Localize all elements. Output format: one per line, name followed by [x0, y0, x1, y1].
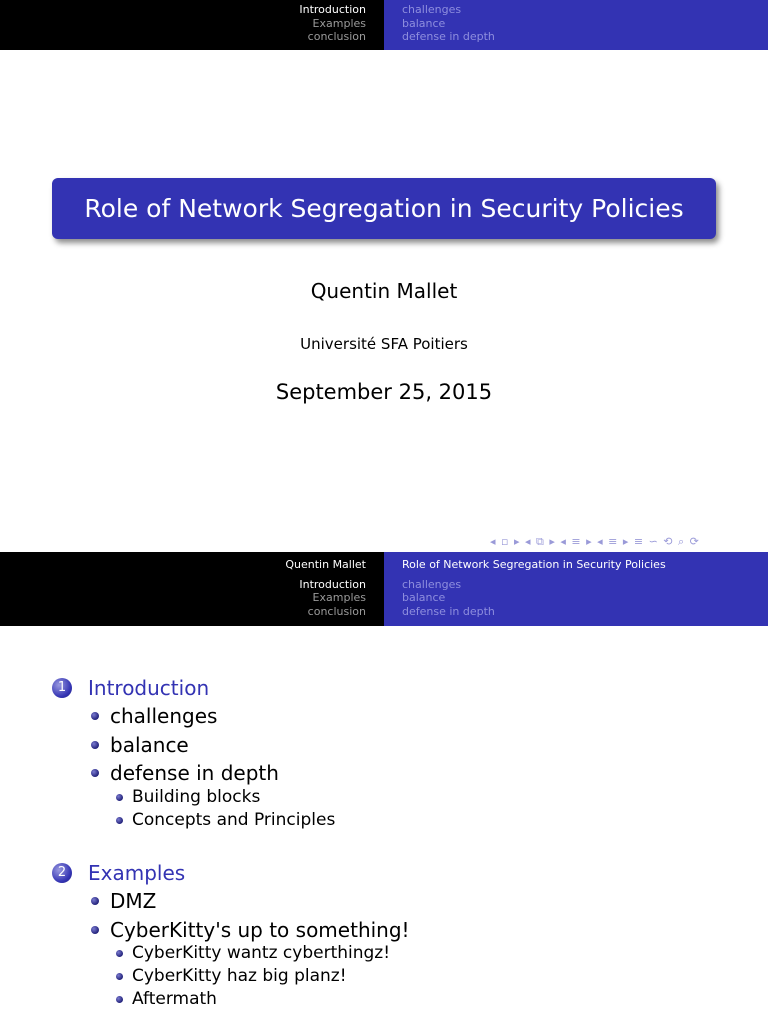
- presentation-title: Role of Network Segregation in Security Policies: [52, 178, 716, 239]
- bullet-icon: [91, 897, 99, 905]
- toc-subitem-planz[interactable]: [116, 966, 347, 986]
- bullet-icon: [116, 794, 123, 801]
- slide-header: [0, 0, 768, 50]
- nav-section-examples[interactable]: Examples: [312, 16, 366, 30]
- toc-subitem-concepts[interactable]: [116, 810, 335, 830]
- toc-item-defense-in-depth[interactable]: [91, 761, 279, 785]
- toc-item-label: challenges: [110, 704, 218, 728]
- toc-subitem-building-blocks[interactable]: [116, 787, 260, 807]
- institution: Université SFA Poitiers: [300, 335, 468, 353]
- toc-item-balance[interactable]: [91, 733, 189, 757]
- toc-subitem-aftermath[interactable]: [116, 989, 217, 1009]
- nav-subsection-balance[interactable]: balance: [402, 591, 446, 604]
- beamer-navigation-symbols[interactable]: ◂ ▫ ▸ ◂ ⧉ ▸ ◂ ≡ ▸ ◂ ≡ ▸ ≡ ∽ ⟲ ⌕ ⟳: [490, 535, 700, 548]
- toc-subitem-label: CyberKitty haz big planz!: [132, 966, 347, 986]
- toc-section-label: Examples: [88, 861, 186, 885]
- bullet-icon: [116, 950, 123, 957]
- nav-section-conclusion[interactable]: conclusion: [307, 604, 366, 618]
- author-name: Quentin Mallet: [310, 279, 458, 303]
- section-nav: [0, 552, 384, 626]
- outline-slide: [0, 552, 768, 1024]
- nav-section-introduction[interactable]: Introduction: [299, 577, 366, 591]
- toc-item-label: DMZ: [110, 889, 157, 913]
- bullet-icon: [91, 712, 99, 720]
- bullet-icon: [116, 996, 123, 1003]
- toc-item-cyberkitty[interactable]: [91, 918, 410, 942]
- nav-section-examples[interactable]: Examples: [312, 591, 366, 604]
- toc-subitem-label: CyberKitty wantz cyberthingz!: [132, 943, 391, 963]
- section-number-ball: 1: [52, 678, 72, 698]
- nav-section-conclusion[interactable]: conclusion: [307, 30, 366, 43]
- bullet-icon: [91, 926, 99, 934]
- toc-subitem-label: Building blocks: [132, 787, 261, 807]
- toc-section-label: Introduction: [88, 676, 210, 700]
- toc-subitem-label: Aftermath: [132, 989, 217, 1009]
- bullet-icon: [116, 973, 123, 980]
- header-title: Role of Network Segregation in Security Policies: [402, 558, 666, 571]
- section-number-ball: 2: [52, 863, 72, 883]
- nav-subsection-defense[interactable]: defense in depth: [402, 30, 495, 43]
- toc-subitem-label: Concepts and Principles: [132, 810, 336, 830]
- slide-header: [0, 552, 768, 626]
- section-nav: [0, 0, 384, 50]
- bullet-icon: [116, 817, 123, 824]
- toc-subitem-cyberthingz[interactable]: [116, 943, 390, 963]
- toc-section-introduction[interactable]: [52, 676, 209, 700]
- toc-item-label: defense in depth: [110, 761, 279, 785]
- bullet-icon: [91, 741, 99, 749]
- toc-item-challenges[interactable]: [91, 704, 217, 728]
- nav-subsection-challenges[interactable]: challenges: [402, 3, 462, 16]
- toc-item-dmz[interactable]: [91, 889, 156, 913]
- nav-subsection-defense[interactable]: defense in depth: [402, 604, 495, 618]
- nav-subsection-challenges[interactable]: challenges: [402, 577, 462, 591]
- nav-subsection-balance[interactable]: balance: [402, 16, 446, 30]
- nav-section-introduction[interactable]: Introduction: [299, 3, 366, 16]
- toc-section-examples[interactable]: [52, 861, 185, 885]
- subsection-nav: [384, 552, 768, 626]
- bullet-icon: [91, 769, 99, 777]
- header-author: Quentin Mallet: [285, 558, 366, 571]
- presentation-date: September 25, 2015: [275, 380, 493, 404]
- subsection-nav: [384, 0, 768, 50]
- toc-item-label: CyberKitty's up to something!: [110, 918, 410, 942]
- toc-item-label: balance: [110, 733, 189, 757]
